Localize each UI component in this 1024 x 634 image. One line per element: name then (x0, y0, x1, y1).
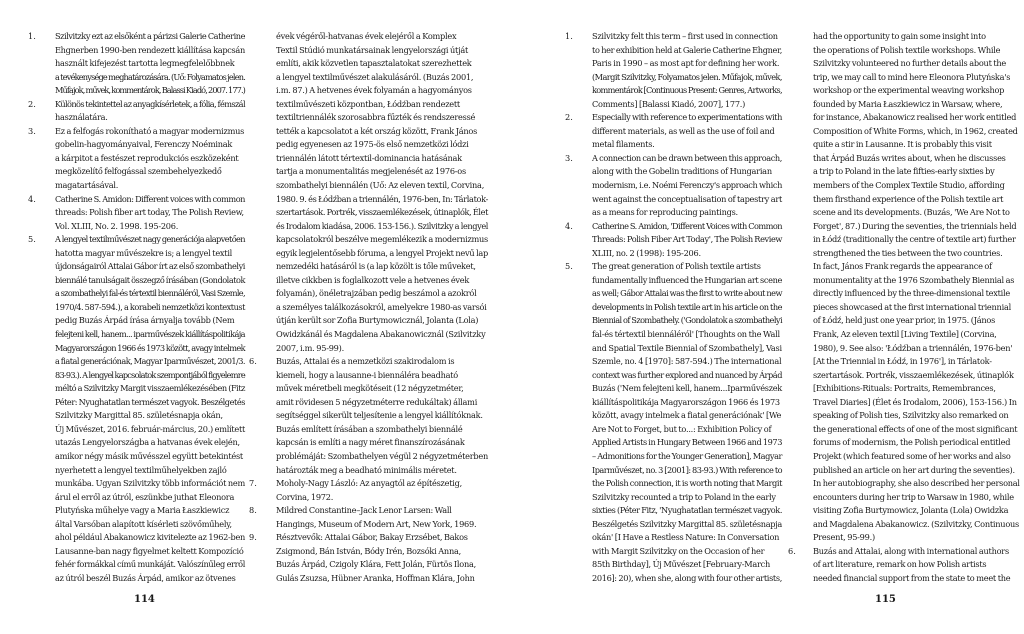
footnote-line: developments in Polish textile art in his article on the (592, 301, 782, 312)
footnote-line: sixties (Péter Fitz, 'Nyughatatlan természet vagyok. (592, 505, 782, 516)
footnote-line: problémáját: Szombathelyen végül 2 négyzetméterben (276, 450, 488, 461)
footnote-line: Catherine S. Amidon: Different voices with common (55, 193, 245, 204)
footnote-line: kiállításpolitikája Magyarországon 1966 és 1973 (592, 396, 780, 407)
footnote-line: metal filaments. (592, 139, 655, 150)
footnote-line: different materials, as well as the use of foil and (592, 125, 775, 136)
footnote-line: Szemle, no. 4 [1970]: 587-594.) The international (592, 356, 782, 367)
footnote-line: méltó a Szilvitzky Margit visszaemlékezésében (Fitz (55, 383, 246, 394)
footnote-line: 83-93.). A lengyel kapcsolatok szempontjából figyelemre (55, 369, 245, 380)
footnote-line: Ehgnerben 1990-ben rendezett kiállítása kapcsán (55, 44, 245, 55)
footnote-line: munkába. Ugyan Szilvitzky több információt nem (55, 478, 245, 489)
footnote-line: Műfajok, művek, kommentárok, Balassi Kiadó, 2007. 177.) (55, 85, 245, 96)
footnote-line: Különös tekintettel az anyagkísérletek, a fólia, fémszál (55, 98, 245, 109)
footnote-line: újdonságairól Attalai Gábor írt az első szombathelyi (55, 261, 245, 272)
footnote-line: szertartások. Portrék, visszaemlékezések, útinaplók, Élet (276, 207, 488, 218)
footnote-line: Paris in 1990 – as most apt for defining her work. (592, 58, 780, 69)
footnote-line: In fact, János Frank regards the appearance of (813, 261, 992, 272)
footnote-line: tartja a monumentalitás megjelenését az 1976-os (276, 166, 466, 177)
right-page-column-1 (565, 30, 782, 585)
footnote-line: the generational effects of one of the most significant (813, 423, 1018, 434)
footnote-line: a szombathelyi fal-és tértextil biennáléról, Vasi Szemle, (55, 288, 245, 299)
footnote-line: as a means for reproducing paintings. (592, 207, 738, 218)
footnote (249, 531, 488, 585)
footnote-line: egyik legjelentősebb fóruma, a lengyel Projekt nevű lap (276, 247, 488, 258)
footnote-line: kommentárok [Continuous Present: Genres, Artworks, (592, 85, 782, 96)
footnote-line: founded by Maria Łaszkiewicz in Warsaw, where, (813, 98, 1003, 109)
footnote-line: them firsthand experience of the Polish textile art (813, 193, 1004, 204)
footnote-line: [Exhibitions-Rituals: Portraits, Remembrances, (813, 383, 996, 394)
footnote-line: quite a stir in Lausanne. It is probably this visit (813, 139, 992, 150)
footnote (28, 193, 245, 234)
footnote-line: 2016]: 20), when she, along with four other artists, (592, 572, 782, 583)
footnote-line: fehér formákkal című munkáját. Valószínűleg erről (55, 559, 245, 570)
footnote-line: amit rövidesen 5 négyzetméterre redukáltak) állami (276, 396, 478, 407)
footnote (565, 220, 782, 261)
footnote-line: of Łódź, held just one year prior, in 1975. (János (813, 315, 996, 326)
footnote-line: Applied Artists in Hungary Between 1966 and 1973 (592, 437, 782, 448)
footnote-line: utazás Lengyelországba a hatvanas évek elején, (55, 437, 240, 448)
footnote-line: fal-és tértextil biennáléról' [Thoughts on the Wall (592, 329, 780, 340)
footnote-line: as well; Gábor Attalai was the first to write about new (592, 288, 782, 299)
right-page (512, 0, 1024, 634)
footnote-line: Péter: Nyughatatlan természet vagyok. Beszélgetés (55, 396, 245, 407)
footnote-line: scene and its developments. (Buzás, 'We Are Not to (813, 207, 1010, 218)
footnote-line: biennálé tanulságait összegző írásában (Gondolatok (55, 274, 245, 285)
footnote-line: Owidzkánál és Magdalena Abakanowicznál (Szilvitzky (276, 329, 486, 340)
footnote-line: 85th Birthday], Új Művészet [February-March (592, 559, 771, 570)
left-page-column-1 (28, 30, 245, 585)
footnote-number: 5. (565, 261, 573, 272)
footnote-line: Hangings, Museum of Modern Art, New York, 1969. (276, 518, 477, 529)
footnote-line: workshop or the experimental weaving workshop (813, 85, 1005, 96)
footnote-line: Szilvitzky volunteered no further details about the (813, 58, 1007, 69)
footnote-line: In her autobiography, she also described her personal (813, 478, 1020, 489)
footnote-line: Mildred Constantine–Jack Lenor Larsen: Wall (276, 505, 452, 516)
footnote (28, 30, 245, 98)
footnote-line: went against the conceptualisation of tapestry art (592, 193, 782, 204)
footnote-line: Buzás Árpád, Czigoly Klára, Fett Jolán, Fürtös Ilona, (276, 559, 476, 570)
footnote-line: Szilvitzky recounted a trip to Poland in the early (592, 491, 776, 502)
footnote-line: nyerhetett a lengyel textilműhelyekben zajló (55, 464, 227, 475)
footnote-line: the Polish connection, it is worth noting that Margit (592, 478, 782, 489)
footnote (565, 30, 782, 111)
footnote (28, 98, 245, 125)
footnote-line: of art literature, remark on how Polish artists (813, 559, 987, 570)
footnote-line: for instance, Abakanowicz realised her work entitled (813, 112, 1017, 123)
footnote-line: útján került sor Zofia Burtymowicznál, Jolanta (Lola) (276, 315, 479, 326)
footnote-number: 4. (565, 220, 573, 231)
footnote-line: trip, we may call to mind here Eleonora Plutyńska's (813, 71, 1011, 82)
footnote-line: folyamán), önéletrajzában pedig beszámol a azokról (276, 288, 477, 299)
footnote-line: Corvina, 1972. (276, 491, 334, 502)
footnote-line: között, avagy intelmek a fiatal generációnak' [We (592, 410, 782, 421)
footnote-line: along with the Gobelin traditions of Hungarian (592, 166, 772, 177)
footnote-line: strengthened the ties between the two countries. (813, 247, 1003, 258)
footnote-line: használatára. (55, 112, 108, 123)
footnote-line: segítséggel sikerült teljesítenie a lengyel kiállítóknak. (276, 410, 483, 421)
footnote-line: Especially with reference to experimentations with (592, 112, 782, 123)
footnote-line: szertartások. Portrék, visszaemlékezések, útinaplók (813, 369, 1014, 380)
footnote-number: 3. (28, 125, 36, 136)
footnote-line: A lengyel textilművészet nagy generációja alapvetően (55, 234, 245, 245)
footnote-line: hatotta magyar művészekre is; a lengyel textil (55, 247, 233, 258)
footnote-line: évek végéről-hatvanas évek elejéről a Komplex (276, 31, 457, 41)
footnote-number: 5. (28, 234, 36, 245)
footnote-line: 1980. 9. és Łódźban a triennálén, 1976-ben, In: Tárlatok- (276, 193, 488, 204)
footnote-line: Present, 95-99.) (813, 532, 875, 543)
footnote-line: Frank, Az eleven textil [Living Textile] (Corvina, (813, 329, 997, 340)
footnote-line: 1970/4. 587-594.), a korabeli nemzetközi kontextust (55, 301, 245, 312)
footnote-line: Buzás említett írásában a szombathelyi biennálé (276, 423, 463, 434)
footnote-line: with Margit Szilvitzky on the Occasion of her (592, 545, 765, 556)
footnote-line: triennálén látott tértextil-dominancia hatásának (276, 152, 462, 163)
footnote-number: 3. (565, 152, 573, 163)
footnote-line: amikor négy másik művésszel együtt betekintést (55, 450, 243, 461)
footnote-line: forums of modernism, the Polish periodical entitled (813, 437, 1011, 448)
footnote (28, 125, 245, 193)
footnote-line: Buzás and Attalai, along with international authors (813, 545, 1009, 556)
footnote-line: 1980), 9. See also: 'Łódźban a triennálén, 1976-ben' (813, 342, 1013, 353)
footnote-number: 9. (249, 532, 257, 543)
footnote-line: textilművészeti központban, Łódźban rendezett (276, 98, 460, 109)
footnote-line: Gulás Zsuzsa, Hübner Aranka, Hoffman Klára, John (276, 572, 475, 583)
footnote-line: Are Not to Forget, but to...: Exhibition Policy of (592, 423, 772, 434)
footnote-line: felejteni kell, hanem... iparművészek kiállításpolitikája (55, 329, 245, 340)
page-number-right: 115 (875, 594, 896, 605)
footnote-line: Projekt (which featured some of her works and also (813, 450, 1011, 461)
page-number-left: 114 (134, 594, 155, 605)
footnote (788, 545, 1020, 586)
footnote-line: és Irodalom kiadása, 2006. 153-156.). Szilvitzky a lengyel (276, 220, 488, 231)
footnote-line: megközelítő felfogással szembehelyezkedő (55, 166, 222, 177)
footnote-line: Forget', 87.) During the seventies, the triennials held (813, 220, 1017, 231)
footnote (792, 30, 1020, 545)
footnote-number: 6. (788, 545, 796, 556)
footnote-line: Buzás ('Nem felejteni kell, hanem...Iparművészek (592, 383, 782, 394)
footnote-line: Comments] [Balassi Kiadó, 2007], 177.) (592, 98, 746, 109)
footnote-line: Composition of White Forms, which, in 1962, created (813, 125, 1018, 136)
footnote-line: Iparművészet, no. 3 [2001]: 83-93.) With reference to (592, 464, 782, 475)
footnote-line: magatartásával. (55, 180, 119, 191)
footnote-line: to her exhibition held at Galerie Catherine Ehgner, (592, 44, 782, 55)
footnote-line: kiemeli, hogy a lausanne-i biennáléra beadható (276, 369, 458, 380)
footnote-line: okán' [I Have a Restless Nature: In Conversation (592, 532, 780, 543)
footnote-line: Magyarországon 1966 és 1973 között, avagy intelmek (55, 342, 245, 353)
footnote-line: members of the Complex Textile Studio, affording (813, 180, 1005, 191)
footnote-line: and Spatial Textile Biennial of Szombathely], Vasi (592, 342, 782, 353)
footnote-number: 7. (249, 478, 257, 489)
footnote-number: 2. (565, 112, 573, 123)
footnote-line: szombathelyi biennálén (Uő: Az eleven textil, Corvina, (276, 180, 485, 191)
footnote-line: árul el erről az útról, eszünkbe juthat Eleonora (55, 491, 235, 502)
footnote (249, 477, 488, 504)
footnote-line: említi, akik közvetlen tapasztalatokat szerezhettek (276, 58, 472, 69)
footnote-line: context was further explored and nuanced by Árpád (592, 369, 782, 380)
footnote-line: Travel Diaries] (Élet és Irodalom, 2006), 153-156.) In (813, 396, 1017, 407)
footnote-line: kapcsán is említi a nagy méret finanszírozásának (276, 437, 465, 448)
footnote-line: textiltriennálék szorosabbra fűzték és rendszeressé (276, 112, 476, 123)
footnote-line: Textil Stúdió munkatársainak lengyelországi útját (276, 44, 469, 55)
footnote-line: a lengyel textilművészet alakulásáról. (Buzás 2001, (276, 71, 474, 82)
footnote-line: encounters during her trip to Warsaw in 1980, while (813, 491, 1014, 502)
footnote-line: modernism, i.e. Noémi Ferenczy's approach which (592, 180, 782, 191)
footnote-number: 6. (249, 356, 257, 367)
footnote-line: Szilvitzky ezt az elsőként a párizsi Galerie Catherine (55, 31, 245, 41)
footnote-line: Lausanne-ban nagy figyelmet keltett Kompozíció (55, 545, 244, 556)
footnote (565, 152, 782, 220)
footnote-line: [At the Triennial in Łódź, in 1976'], in Tárlatok- (813, 356, 992, 367)
footnote-number: 1. (565, 31, 573, 41)
footnote-line: A connection can be drawn between this approach, (592, 152, 782, 163)
footnote-line: had the opportunity to gain some insight into (813, 31, 986, 41)
footnote-number: 1. (28, 31, 36, 41)
footnote-line: Zsigmond, Bán István, Bódy Irén, Bozsóki Anna, (276, 545, 461, 556)
footnote-line: által Varsóban alapított kísérleti szövőműhely, (55, 518, 232, 529)
footnote-line: ahol például Abakanowicz kivitelezte az 1962-ben (55, 532, 245, 543)
footnote-line: in Łódź (traditionally the centre of textile art) further (813, 234, 1016, 245)
footnote-line: Moholy-Nagy László: Az anyagtól az építészetig, (276, 478, 462, 489)
footnote-line: pedig Buzás Árpád írása árnyalja tovább (Nem (55, 315, 235, 326)
footnote-line: the operations of Polish textile workshops. While (813, 44, 1001, 55)
footnote-line: Plutyńska műhelye vagy a Maria Łaszkiewicz (55, 505, 230, 516)
footnote-number: 8. (249, 505, 257, 516)
footnote-line: Beszélgetés Szilvitzky Margittal 85. születésnapja (592, 518, 782, 529)
footnote-line: Biennial of Szombathely. ('Gondolatok a szombathelyi (592, 315, 782, 326)
footnote (249, 355, 488, 477)
footnote-line: művek méretbeli megkötéseit (12 négyzetméter, (276, 383, 464, 394)
footnote-line: that Árpád Buzás writes about, when he discusses (813, 152, 1006, 163)
footnote-line: határozták meg a beadható minimális méretet. (276, 464, 457, 475)
footnote-line: a fiatal generációnak, Magyar Iparművészet, 2001/3. (55, 356, 245, 367)
footnote (565, 260, 782, 585)
right-page-column-2 (788, 30, 1020, 585)
footnote-line: needed financial support from the state to meet the (813, 572, 1011, 583)
footnote-line: 2007, i.m. 95-99). (276, 342, 344, 353)
footnote-line: Résztvevők: Attalai Gábor, Bakay Erzsébet, Bakos (276, 532, 468, 543)
footnote-line: XLIII, no. 2 (1998): 195-206. (592, 247, 701, 258)
footnote-line: threads: Polish fiber art today, The Polish Review, (55, 207, 244, 218)
footnote-line: a tevékenysége meghatározására. (Uő: Folyamatos jelen. (55, 71, 245, 82)
footnote-number: 4. (28, 193, 36, 204)
footnote-line: nemzedéki hatásáról is (a lap közölt is tőle műveket, (276, 261, 476, 272)
footnote-line: az útról beszél Buzás Árpád, amikor az ötvenes (55, 572, 236, 583)
footnote (28, 233, 245, 585)
footnote-line: a trip to Poland in the late fifties-early sixties by (813, 166, 995, 177)
footnote-line: Threads: Polish Fiber Art Today', The Polish Review (592, 234, 782, 245)
footnote-line: Buzás, Attalai és a nemzetközi szakirodalom is (276, 356, 455, 367)
footnote-line: pieces showcased at the first international triennial (813, 301, 1011, 312)
footnote-line: and Magdalena Abakanowicz. (Szilvitzky, Continuous (813, 518, 1019, 529)
footnote (249, 504, 488, 531)
footnote-line: i.m. 87.) A hetvenes évek folyamán a hagyományos (276, 85, 472, 96)
footnote-line: Új Művészet, 2016. február-március, 20.) említett (55, 423, 245, 434)
footnote-number: 2. (28, 98, 36, 109)
footnote-line: Szilvitzky felt this term – first used in connection (592, 31, 778, 41)
footnote-line: Catherine S. Amidon, 'Different Voices with Common (592, 220, 782, 231)
footnote-line: (Margit Szilvitzky, Folyamatos jelen. Műfajok, művek, (592, 71, 782, 82)
footnote-line: használt kifejezést tartotta legmegfelelőbbnek (55, 58, 235, 69)
footnote-line: Ez a felfogás rokonítható a magyar modernizmus (55, 125, 245, 136)
footnote-line: – Admonitions for the Younger Generation], Magyar (592, 450, 782, 461)
footnote-line: kapcsolatokról beszélve megemlékezik a modernizmus (276, 234, 488, 245)
footnote-line: pedig egyenesen az 1975-ös első nemzetközi lódzi (276, 139, 469, 150)
footnote (249, 30, 488, 355)
footnote-line: speaking of Polish ties, Szilvitzky also remarked on (813, 410, 1009, 421)
footnote-line: Szilvitzky Margittal 85. születésnapja okán, (55, 410, 223, 421)
footnote-line: visiting Zofia Burtymowicz, Jolanta (Lola) Owidzka (813, 505, 1009, 516)
footnote-line: fundamentally influenced the Hungarian art scene (592, 274, 782, 285)
footnote-line: illetve cikkben is foglalkozott vele a hetvenes évek (276, 274, 470, 285)
footnote-line: gobelin-hagyományaival, Ferenczy Noéminak (55, 139, 233, 150)
footnote-line: The great generation of Polish textile artists (592, 261, 761, 272)
footnote (565, 111, 782, 152)
footnote-line: published an article on her art during the seventies). (813, 464, 1015, 475)
footnote-line: tették a kapcsolatot a két ország között, Frank János (276, 125, 478, 136)
footnote-line: a személyes találkozásokról, amelyekre 1980-as varsói (276, 301, 487, 312)
footnote-line: monumentality at the 1976 Szombathely Biennial as (813, 274, 1015, 285)
footnote-line: directly influenced by the three-dimensional textile (813, 288, 1010, 299)
left-page-column-2 (249, 30, 488, 585)
footnote-line: a kárpitot a festészet reprodukciós eszközeként (55, 152, 239, 163)
footnote-line: Vol. XLIII, No. 2. 1998. 195-206. (55, 220, 179, 231)
